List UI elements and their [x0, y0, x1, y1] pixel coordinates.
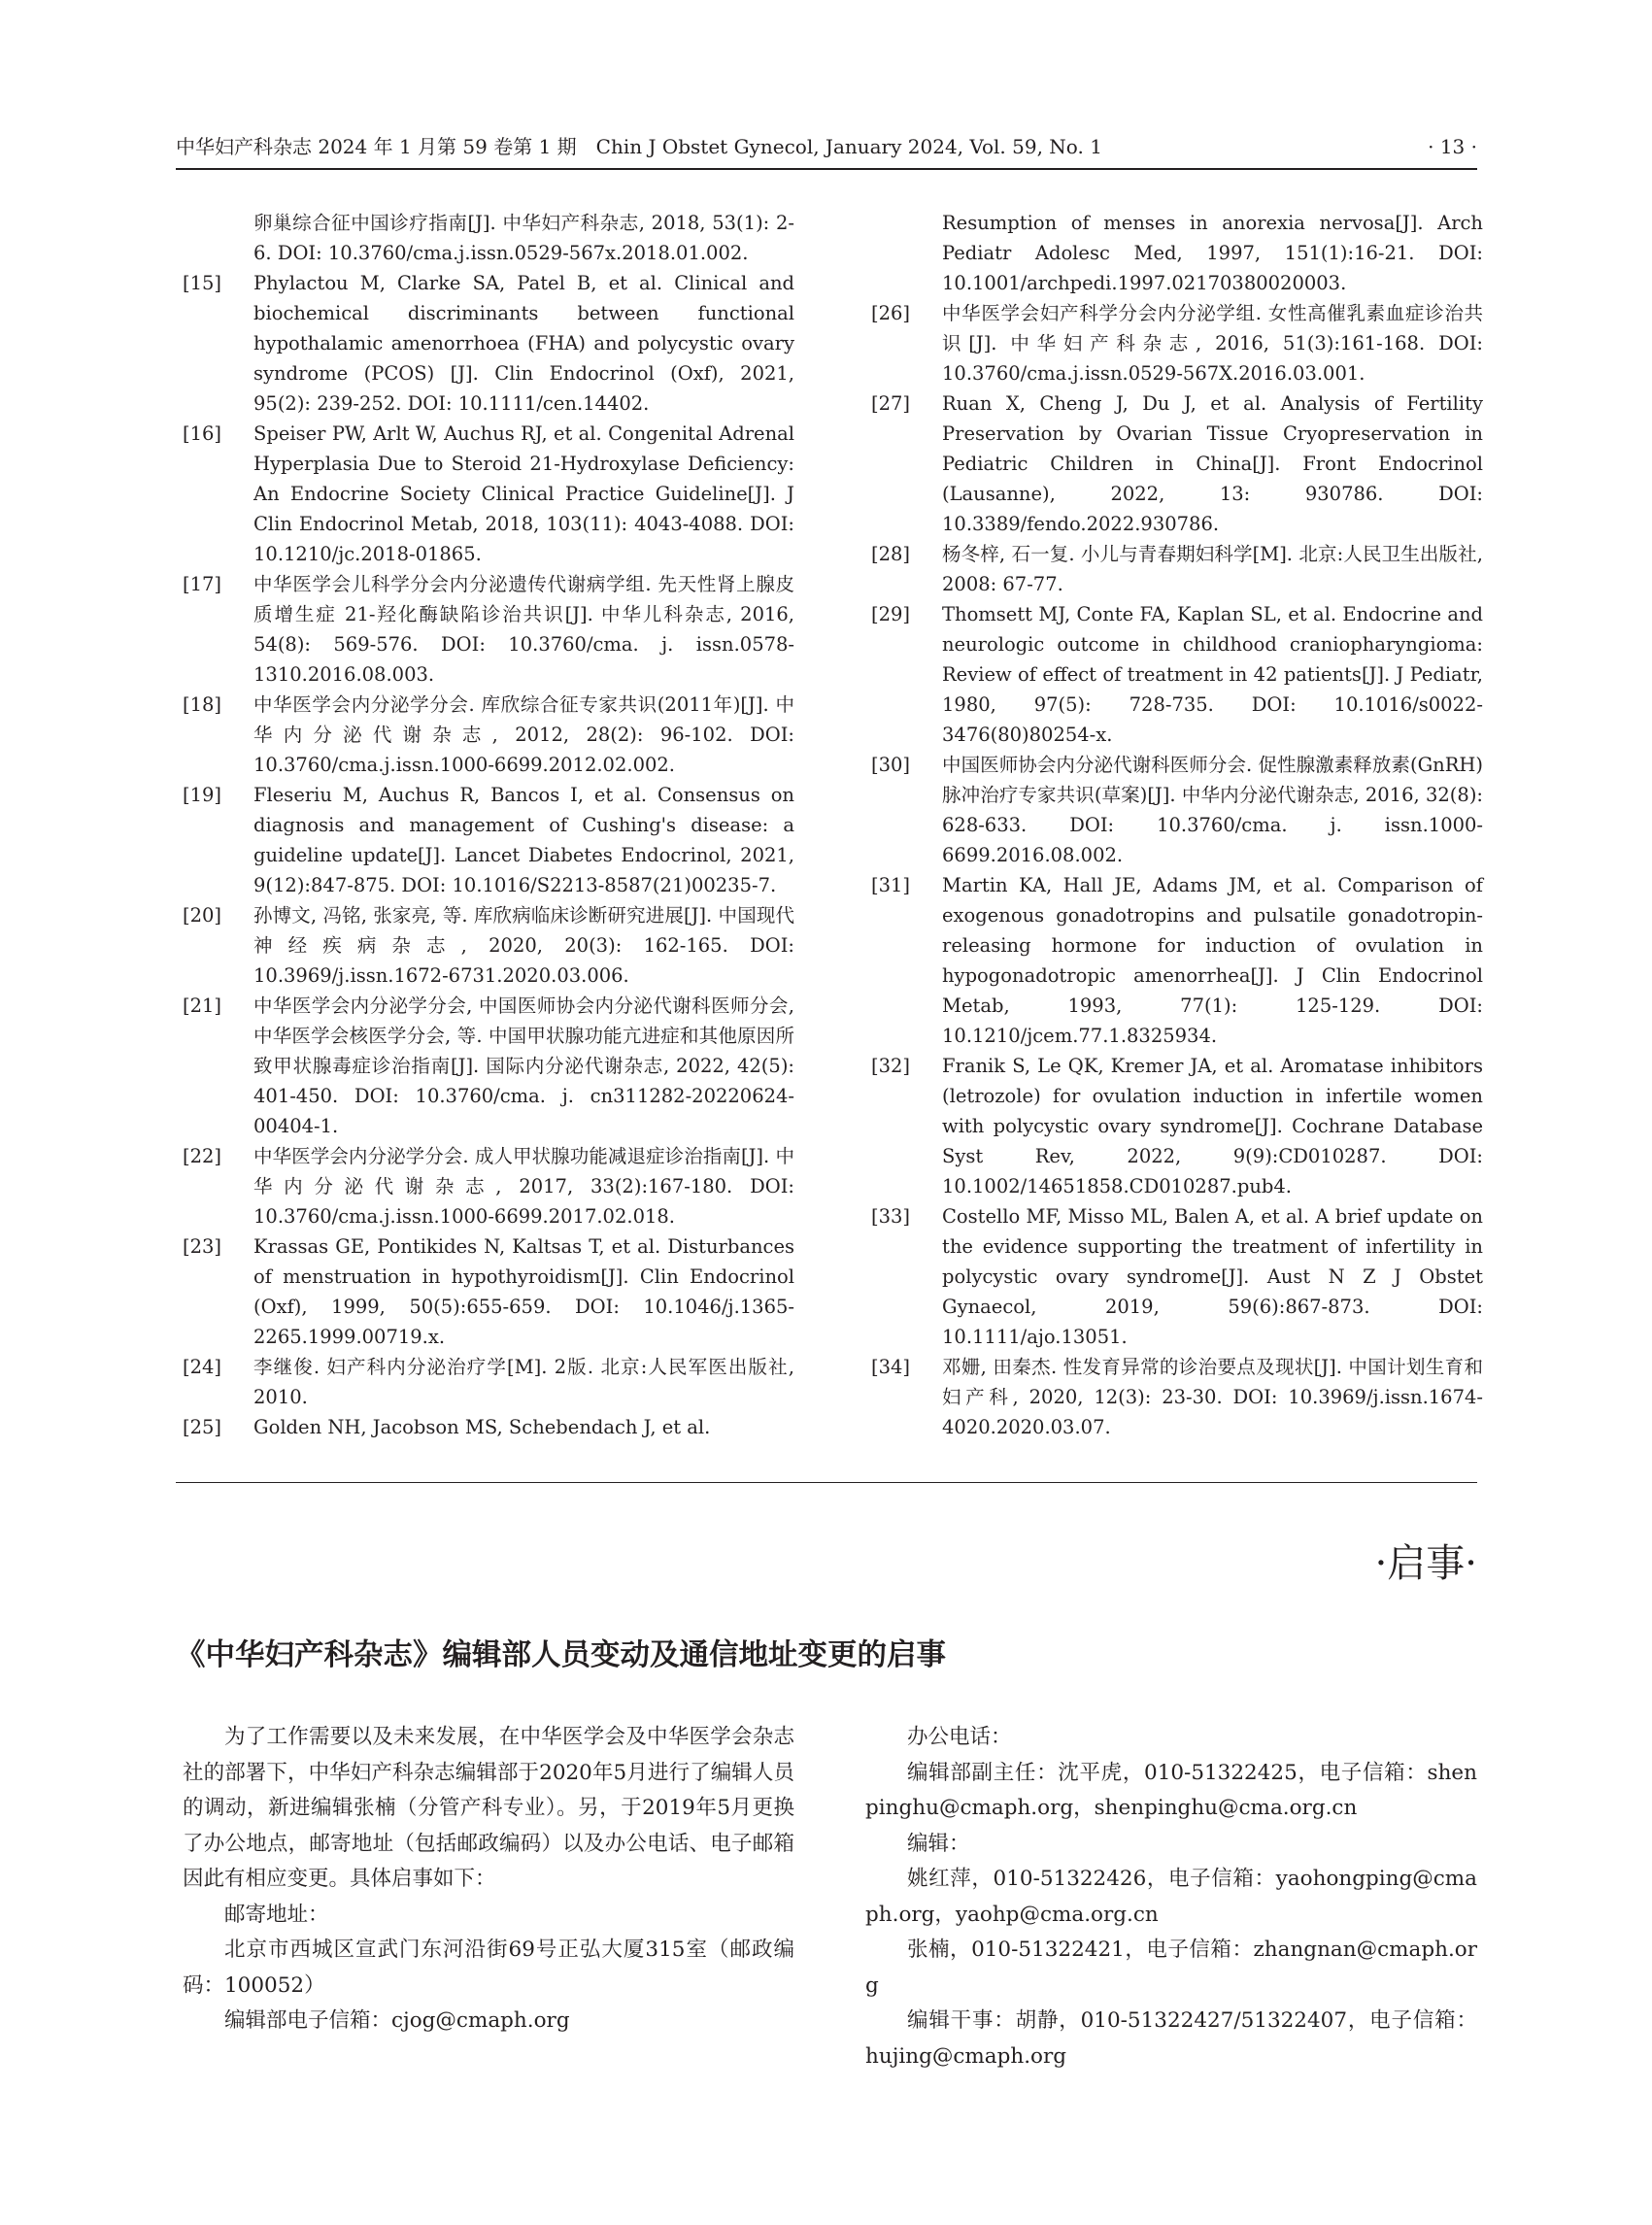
reference-text: 中华医学会妇产科学分会内分泌学组. 女性高催乳素血症诊治共识[J]. 中华妇产科杂志, 2016, 51(3):161-168. DOI: 10.3760/cma.j.issn.0529-567X.2016.03.001.	[942, 302, 1483, 385]
reference-number: [32]	[871, 1055, 911, 1077]
notice-paragraph: 为了工作需要以及未来发展，在中华医学会及中华医学会杂志社的部署下，中华妇产科杂志编辑部于2020年5月进行了编辑人员的调动，新进编辑张楠（分管产科专业）。另，于2019年5月更换了办公地点，邮寄地址（包括邮政编码）以及办公电话、电子邮箱因此有相应变更。具体启事如下：	[183, 1725, 794, 1891]
reference-number: [34]	[871, 1356, 911, 1378]
reference-text: Ruan X, Cheng J, Du J, et al. Analysis of Fertility Preservation by Ovarian Tissue Cryopreservation in Pediatric Children in China[J]. Front Endocrinol (Lausanne), 2022, 13: 930786. DOI: 10.3389/fendo.2022.930786.	[942, 392, 1483, 535]
reference-text: 中华医学会内分泌学分会. 库欣综合征专家共识(2011年)[J]. 中华内分泌代谢杂志, 2012, 28(2): 96-102. DOI: 10.3760/cma.j.issn.1000-6699.2012.02.002.	[253, 693, 794, 776]
reference-number: [16]	[183, 422, 222, 445]
reference-text: Golden NH, Jacobson MS, Schebendach J, et al.	[253, 1416, 711, 1438]
reference-number: [18]	[183, 693, 222, 716]
reference-item	[871, 1201, 1483, 1352]
reference-number: [31]	[871, 874, 911, 896]
section-divider	[176, 1482, 1477, 1483]
references-right-column	[871, 208, 1483, 1442]
reference-text: 中华医学会内分泌学分会. 成人甲状腺功能减退症诊治指南[J]. 中华内分泌代谢杂志, 2017, 33(2):167-180. DOI: 10.3760/cma.j.issn.1000-6699.2017.02.018.	[253, 1145, 794, 1228]
reference-item	[183, 900, 794, 991]
reference-item	[183, 419, 794, 569]
notice-right-column	[865, 1720, 1477, 2074]
reference-item	[183, 1231, 794, 1352]
reference-item	[183, 1352, 794, 1412]
header-rule	[176, 168, 1477, 170]
references-left-column	[183, 208, 794, 1442]
reference-item	[183, 780, 794, 900]
reference-text: 李继俊. 妇产科内分泌治疗学[M]. 2版. 北京:人民军医出版社, 2010.	[253, 1356, 794, 1408]
notice-paragraph: 编辑干事：胡静，010-51322427/51322407，电子信箱：hujing@cmaph.org	[865, 2008, 1477, 2069]
reference-text: Resumption of menses in anorexia nervosa[J]. Arch Pediatr Adolesc Med, 1997, 151(1):16-21. DOI: 10.1001/archpedi.1997.02170380020003.	[942, 212, 1483, 294]
reference-item	[871, 870, 1483, 1051]
reference-item	[871, 388, 1483, 539]
reference-number: [29]	[871, 603, 911, 625]
reference-text: 杨冬梓, 石一复. 小儿与青春期妇科学[M]. 北京:人民卫生出版社, 2008: 67-77.	[942, 543, 1483, 595]
reference-text: Costello MF, Misso ML, Balen A, et al. A brief update on the evidence supporting the treatment of infertility in polycystic ovary syndrome[J]. Aust N Z J Obstet Gynaecol, 2019, 59(6):867-873. DOI: 10.1111/ajo.13051.	[942, 1205, 1483, 1348]
reference-number: [21]	[183, 995, 222, 1017]
reference-item	[183, 1412, 794, 1442]
notice-paragraph: 姚红萍，010-51322426，电子信箱：yaohongping@cmaph.org，yaohp@cma.org.cn	[865, 1867, 1477, 1927]
page-number: · 13 ·	[1428, 135, 1477, 158]
reference-item	[183, 1141, 794, 1231]
reference-number: [25]	[183, 1416, 222, 1438]
reference-number: [28]	[871, 543, 911, 565]
reference-item	[183, 569, 794, 690]
reference-number: [33]	[871, 1205, 911, 1228]
notice-paragraph: 编辑部电子信箱：cjog@cmaph.org	[224, 2008, 570, 2033]
notice-paragraph: 编辑部副主任：沈平虎，010-51322425，电子信箱：shenpinghu@cmaph.org，shenpinghu@cma.org.cn	[865, 1760, 1477, 1820]
notice-title: 《中华妇产科杂志》编辑部人员变动及通信地址变更的启事	[176, 1638, 946, 1672]
reference-item	[871, 599, 1483, 750]
reference-item	[871, 750, 1483, 870]
reference-number: [26]	[871, 302, 911, 324]
reference-number: [19]	[183, 784, 222, 806]
reference-number: [30]	[871, 754, 911, 776]
reference-item	[183, 690, 794, 780]
notice-paragraph: 邮寄地址：	[224, 1902, 329, 1927]
notice-section-tag: ·启事·	[1374, 1541, 1477, 1586]
reference-item	[871, 539, 1483, 599]
reference-number: [23]	[183, 1235, 222, 1258]
running-header	[176, 132, 1477, 161]
reference-text: 邓姗, 田秦杰. 性发育异常的诊治要点及现状[J]. 中国计划生育和妇产科, 2020, 12(3): 23-30. DOI: 10.3969/j.issn.1674-4020.2020.03.07.	[942, 1356, 1483, 1438]
reference-number: [17]	[183, 573, 222, 595]
reference-text: Franik S, Le QK, Kremer JA, et al. Aromatase inhibitors (letrozole) for ovulation induction in infertile women with polycystic ovary syndrome[J]. Cochrane Database Syst Rev, 2022, 9(9):CD010287. DOI: 10.1002/14651858.CD010287.pub4.	[942, 1055, 1483, 1197]
reference-text: 中华医学会内分泌学分会, 中国医师协会内分泌代谢科医师分会, 中华医学会核医学分会, 等. 中国甲状腺功能亢进症和其他原因所致甲状腺毒症诊治指南[J]. 国际内分泌代谢杂志, 2022, 42(5): 401-450. DOI: 10.3760/cma. j. cn311282-20220624-00404-1.	[253, 995, 794, 1137]
reference-number: [22]	[183, 1145, 222, 1167]
reference-text: Krassas GE, Pontikides N, Kaltsas T, et al. Disturbances of menstruation in hypothyroidism[J]. Clin Endocrinol (Oxf), 1999, 50(5):655-659. DOI: 10.1046/j.1365-2265.1999.00719.x.	[253, 1235, 794, 1348]
reference-number: [24]	[183, 1356, 222, 1378]
reference-item	[871, 1352, 1483, 1442]
reference-text: Speiser PW, Arlt W, Auchus RJ, et al. Congenital Adrenal Hyperplasia Due to Steroid 21-Hydroxylase Deficiency: An Endocrine Society Clinical Practice Guideline[J]. J Clin Endocrinol Metab, 2018, 103(11): 4043-4088. DOI: 10.1210/jc.2018-01865.	[253, 422, 794, 565]
journal-citation-header: 中华妇产科杂志 2024 年 1 月第 59 卷第 1 期 Chin J Obstet Gynecol, January 2024, Vol. 59, No. 1	[176, 135, 1102, 158]
reference-text: 卵巢综合征中国诊疗指南[J]. 中华妇产科杂志, 2018, 53(1): 2-6. DOI: 10.3760/cma.j.issn.0529-567x.2018.01.002.	[253, 212, 794, 264]
reference-item	[871, 298, 1483, 388]
reference-number: [20]	[183, 904, 222, 927]
reference-item	[183, 991, 794, 1141]
reference-item	[183, 208, 794, 268]
reference-text: 中华医学会儿科学分会内分泌遗传代谢病学组. 先天性肾上腺皮质增生症 21-羟化酶缺陷诊治共识[J]. 中华儿科杂志, 2016, 54(8): 569-576. DOI: 10.3760/cma. j. issn.0578-1310.2016.08.003.	[253, 573, 794, 686]
notice-left-column	[183, 1720, 794, 2040]
reference-text: Fleseriu M, Auchus R, Bancos I, et al. Consensus on diagnosis and management of Cushing's disease: a guideline update[J]. Lancet Diabetes Endocrinol, 2021, 9(12):847-875. DOI: 10.1016/S2213-8587(21)00235-7.	[253, 784, 794, 896]
reference-text: Phylactou M, Clarke SA, Patel B, et al. Clinical and biochemical discriminants between functional hypothalamic amenorrhoea (FHA) and polycystic ovary syndrome (PCOS) [J]. Clin Endocrinol (Oxf), 2021, 95(2): 239-252. DOI: 10.1111/cen.14402.	[253, 272, 794, 415]
reference-text: 中国医师协会内分泌代谢科医师分会. 促性腺激素释放素(GnRH)脉冲治疗专家共识(草案)[J]. 中华内分泌代谢杂志, 2016, 32(8): 628-633. DOI: 10.3760/cma. j. issn.1000-6699.2016.08.002.	[942, 754, 1483, 866]
reference-number: [15]	[183, 272, 222, 294]
reference-text: Thomsett MJ, Conte FA, Kaplan SL, et al. Endocrine and neurologic outcome in childhood craniopharyngioma: Review of effect of treatment in 42 patients[J]. J Pediatr, 1980, 97(5): 728-735. DOI: 10.1016/s0022-3476(80)80254-x.	[942, 603, 1483, 746]
notice-paragraph: 办公电话：	[907, 1725, 1012, 1749]
reference-number: [27]	[871, 392, 911, 415]
reference-item	[871, 208, 1483, 298]
reference-item	[183, 268, 794, 419]
reference-item	[871, 1051, 1483, 1201]
notice-paragraph: 张楠，010-51322421，电子信箱：zhangnan@cmaph.org	[865, 1938, 1477, 1998]
reference-text: Martin KA, Hall JE, Adams JM, et al. Comparison of exogenous gonadotropins and pulsatile gonadotropin-releasing hormone for induction of ovulation in hypogonadotropic amenorrhea[J]. J Clin Endocrinol Metab, 1993, 77(1): 125-129. DOI: 10.1210/jcem.77.1.8325934.	[942, 874, 1483, 1047]
reference-text: 孙博文, 冯铭, 张家亮, 等. 库欣病临床诊断研究进展[J]. 中国现代神经疾病杂志, 2020, 20(3): 162-165. DOI: 10.3969/j.issn.1672-6731.2020.03.006.	[253, 904, 794, 987]
notice-paragraph: 编辑：	[907, 1831, 970, 1856]
notice-paragraph: 北京市西城区宣武门东河沿街69号正弘大厦315室（邮政编码：100052）	[183, 1938, 794, 1998]
